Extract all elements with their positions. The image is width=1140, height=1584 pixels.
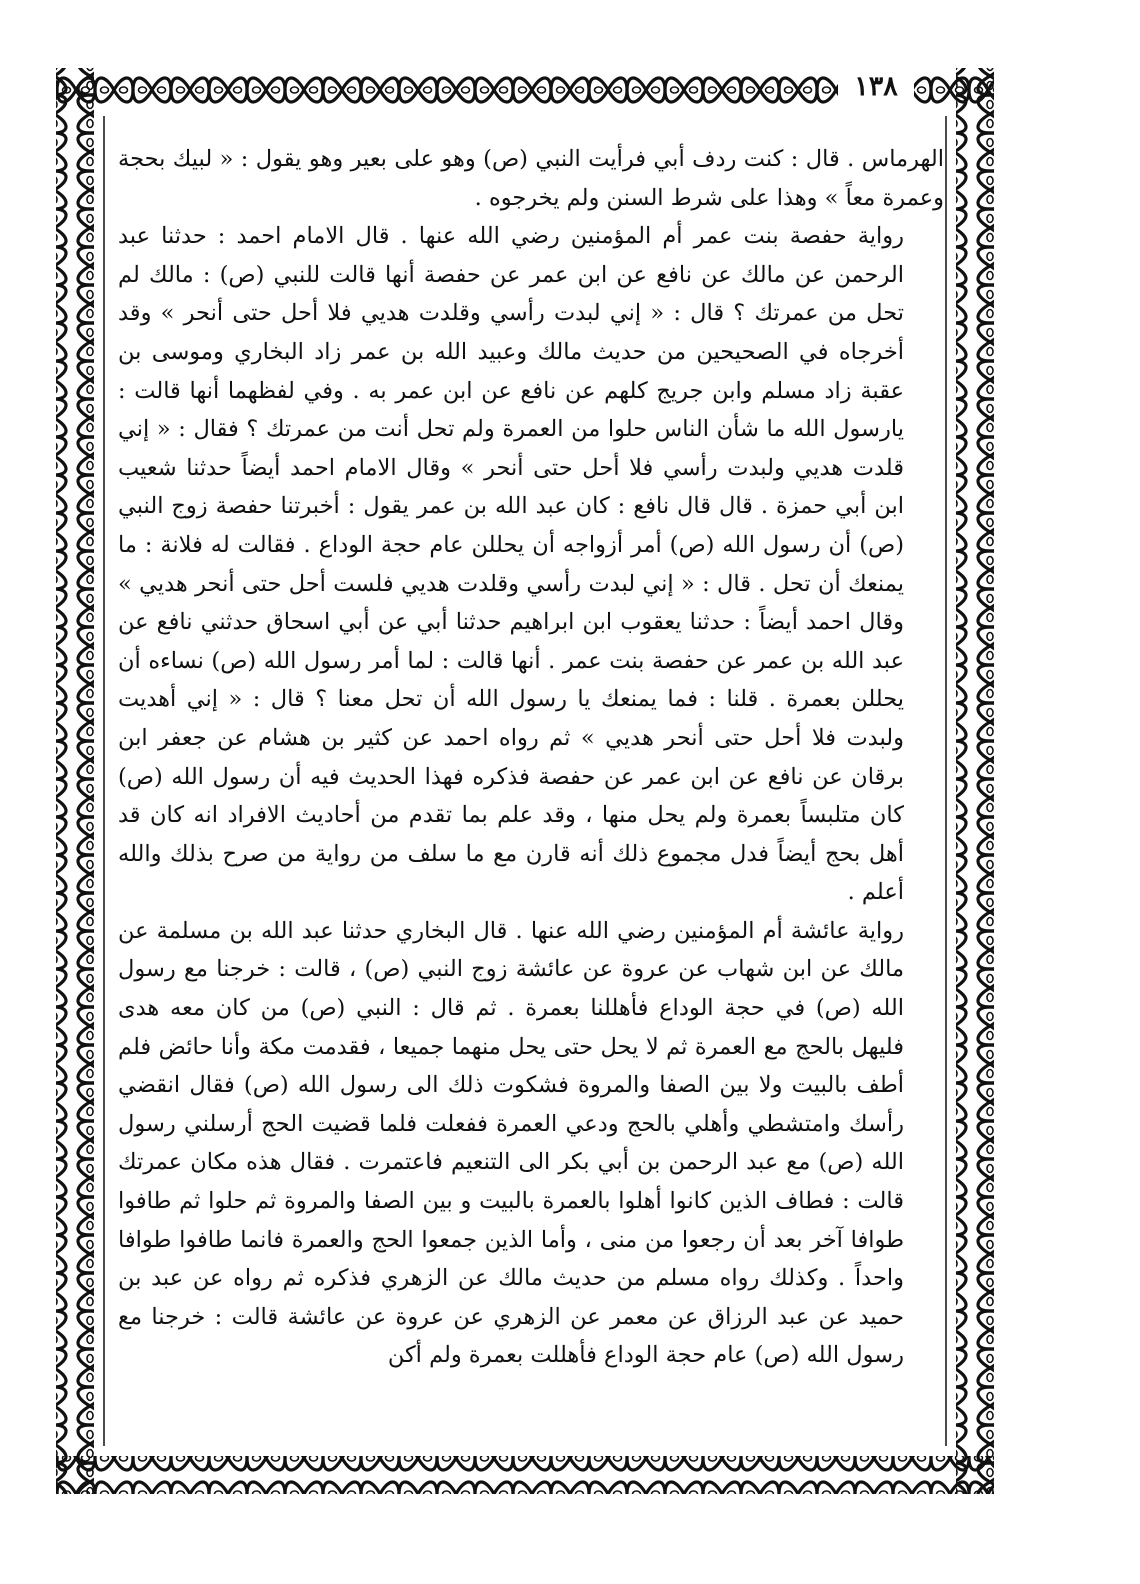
- paragraph: رواية حفصة بنت عمر أم المؤمنين رضي الله عنها . قال الامام احمد : حدثنا عبد الرحمن عن مالك عن نافع عن ابن عمر عن حفصة أنها قالت للنبي (ص) : مالك لم تحل من عمرتك ؟ قال : « إني لبدت رأسي وقلدت هديي فلا أحل حتى أنحر » وقد أخرجاه في الصحيحين من حديث مالك وعبيد الله بن عمر زاد البخاري وموسى بن عقبة زاد مسلم وابن جريج كلهم عن نافع عن ابن عمر به . وفي لفظهما أنها قالت : يارسول الله ما شأن الناس حلوا من العمرة ولم تحل أنت من عمرتك ؟ فقال : « إني قلدت هديي ولبدت رأسي فلا أحل حتى أنحر » وقال الامام احمد أيضاً حدثنا شعيب ابن أبي حمزة . قال قال نافع : كان عبد الله بن عمر يقول : أخبرتنا حفصة زوج النبي (ص) أن رسول الله (ص) أمر أزواجه أن يحللن عام حجة الوداع . فقالت له فلانة : ما يمنعك أن تحل . قال : « إني لبدت رأسي وقلدت هديي فلست أحل حتى أنحر هديي » وقال احمد أيضاً : حدثنا يعقوب ابن ابراهيم حدثنا أبي عن أبي اسحاق حدثني نافع عن عبد الله بن عمر عن حفصة بنت عمر . أنها قالت : لما أمر رسول الله (ص) نساءه أن يحللن بعمرة . قلنا : فما يمنعك يا رسول الله أن تحل معنا ؟ قال : « إني أهديت ولبدت فلا أحل حتى أنحر هديي » ثم رواه احمد عن كثير بن هشام عن جعفر ابن برقان عن نافع عن ابن عمر عن حفصة فذكره فهذا الحديث فيه أن رسول الله (ص) كان متلبساً بعمرة ولم يحل منها ، وقد علم بما تقدم من أحاديث الافراد انه كان قد أهل بحج أيضاً فدل مجموع ذلك أنه قارن مع ما سلف من رواية من صرح بذلك والله أعلم .: [118, 223, 904, 906]
- border-left: [56, 68, 94, 1494]
- body-text: [118, 140, 944, 1375]
- border-bottom: [56, 1456, 994, 1494]
- page-number: ١٣٨: [838, 68, 914, 106]
- paragraph: الهرماس . قال : كنت ردف أبي فرأيت النبي (ص) وهو على بعير وهو يقول : « لبيك بحجة وعمرة معاً » وهذا على شرط السنن ولم يخرجوه .: [118, 146, 944, 211]
- border-right: [956, 68, 994, 1494]
- paragraph: رواية عائشة أم المؤمنين رضي الله عنها . قال البخاري حدثنا عبد الله بن مسلمة عن مالك عن ابن شهاب عن عروة عن عائشة زوج النبي (ص) ، قالت : خرجنا مع رسول الله (ص) في حجة الوداع فأهللنا بعمرة . ثم قال : النبي (ص) من كان معه هدى فليهل بالحج مع العمرة ثم لا يحل حتى يحل منهما جميعا ، فقدمت مكة وأنا حائض فلم أطف بالبيت ولا بين الصفا والمروة فشكوت ذلك الى رسول الله (ص) فقال انقضي رأسك وامتشطي وأهلي بالحج ودعي العمرة ففعلت فلما قضيت الحج أرسلني رسول الله (ص) مع عبد الرحمن بن أبي بكر الى التنعيم فاعتمرت . فقال هذه مكان عمرتك قالت : فطاف الذين كانوا أهلوا بالعمرة بالبيت و بين الصفا والمروة ثم حلوا ثم طافوا طوافا آخر بعد أن رجعوا من منى ، وأما الذين جمعوا الحج والعمرة فانما طافوا طوافا واحداً . وكذلك رواه مسلم من حديث مالك عن الزهري فذكره ثم رواه عن عبد بن حميد عن عبد الرزاق عن معمر عن الزهري عن عروة عن عائشة قالت : خرجنا مع رسول الله (ص) عام حجة الوداع فأهللت بعمرة ولم أكن: [118, 917, 904, 1369]
